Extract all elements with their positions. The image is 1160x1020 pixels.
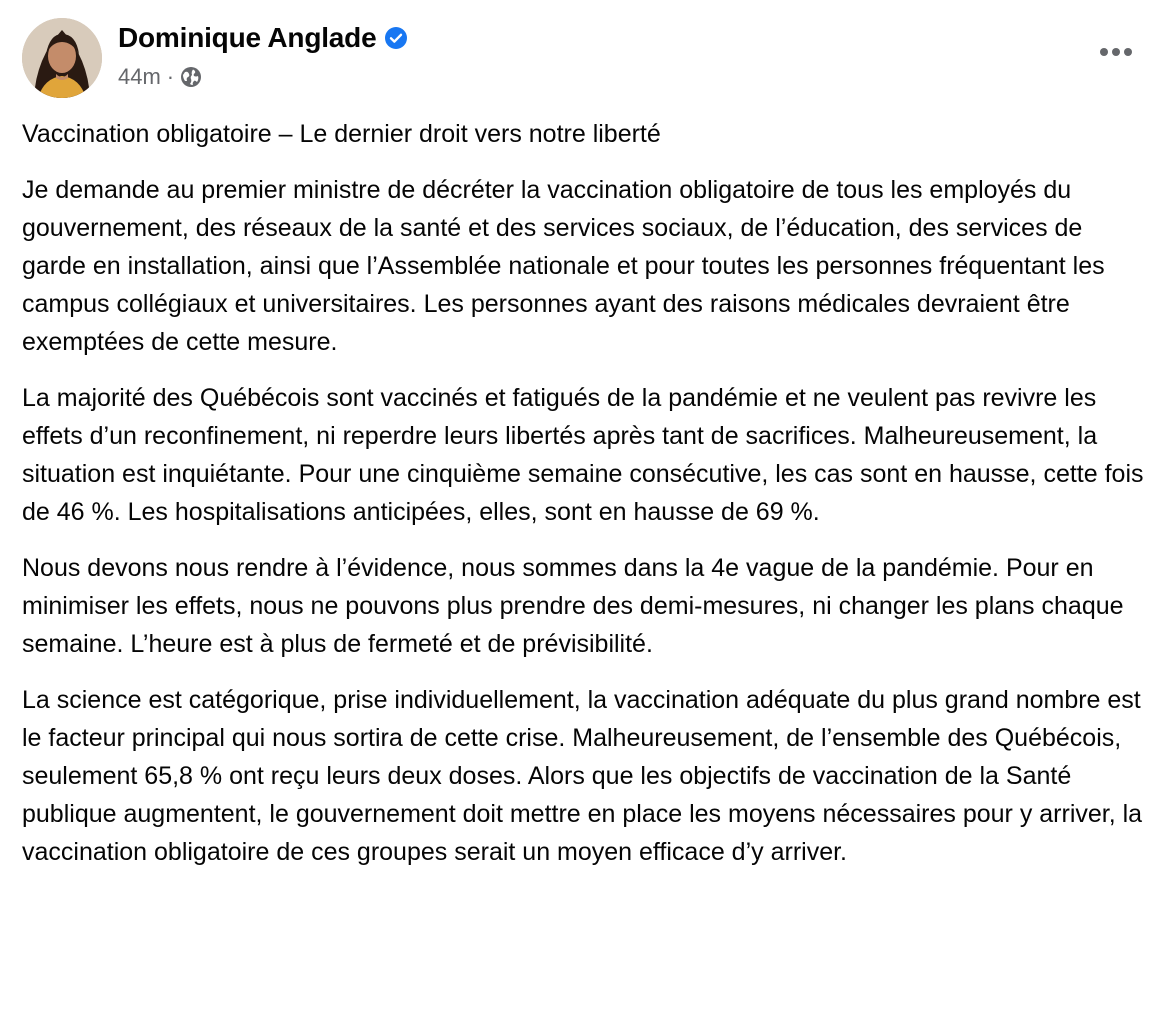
post-body xyxy=(22,115,1147,889)
author-name[interactable]: Dominique Anglade xyxy=(118,22,377,53)
more-options-button[interactable] xyxy=(1094,38,1138,66)
globe-icon[interactable] xyxy=(180,66,202,88)
post-paragraph: Nous devons nous rendre à l’évidence, nous sommes dans la 4e vague de la pandémie. Pour en minimiser les effets, nous ne pouvons plus prendre des demi-mesures, ni changer les plans chaque semaine. L’heure est à plus de fermeté et de prévisibilité. xyxy=(22,554,1124,658)
author-avatar[interactable] xyxy=(22,18,102,98)
post-header xyxy=(22,18,1138,100)
post-paragraph: Je demande au premier ministre de décréter la vaccination obligatoire de tous les employés du gouvernement, des réseaux de la santé et des services sociaux, de l’éducation, des services de garde en installation, ainsi que l’Assemblée nationale et pour toutes les personnes fréquentant les campus collégiaux et universitaires. Les personnes ayant des raisons médicales devraient être exemptées de cette mesure. xyxy=(22,176,1105,356)
post-title: Vaccination obligatoire – Le dernier droit vers notre liberté xyxy=(22,120,661,148)
post-paragraph: La science est catégorique, prise individuellement, la vaccination adéquate du plus grand nombre est le facteur principal qui nous sortira de cette crise. Malheureusement, de l’ensemble des Québécois, seulement 65,8 % ont reçu leurs deux doses. Alors que les objectifs de vaccination de la Santé publique augmentent, le gouvernement doit mettre en place les moyens nécessaires pour y arriver, la vaccination obligatoire de ces groupes serait un moyen efficace d’y arriver. xyxy=(22,686,1143,866)
author-line xyxy=(118,22,408,54)
post-paragraph: La majorité des Québécois sont vaccinés et fatigués de la pandémie et ne veulent pas revivre les effets d’un reconfinement, ni reperdre leurs libertés après tant de sacrifices. Malheureusement, la situation est inquiétante. Pour une cinquième semaine consécutive, les cas sont en hausse, cette fois de 46 %. Les hospitalisations anticipées, elles, sont en hausse de 69 %. xyxy=(22,384,1144,526)
avatar-portrait-icon xyxy=(22,18,102,98)
meta-separator: · xyxy=(166,64,175,89)
more-horizontal-icon xyxy=(1099,47,1133,57)
verified-badge-icon xyxy=(384,26,408,50)
post-timestamp[interactable]: 44m xyxy=(118,64,161,89)
post-meta xyxy=(118,64,202,90)
